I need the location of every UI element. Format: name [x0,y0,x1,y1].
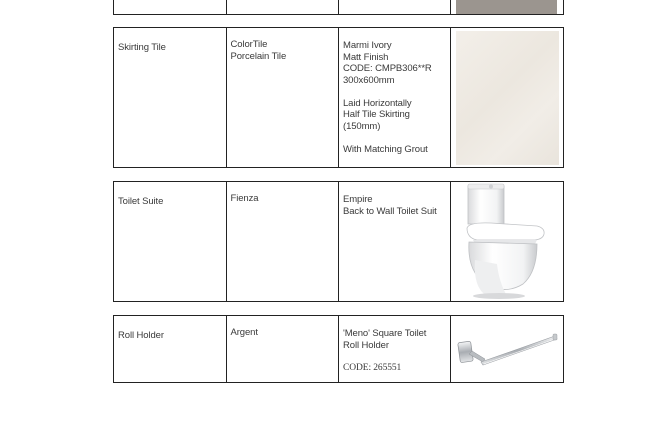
description-line: Half Tile Skirting [343,109,410,120]
item-name: Skirting Tile [118,42,166,53]
description-cell [339,182,451,301]
description-spacer [343,132,450,144]
ivory-tile-swatch [456,31,559,165]
supplier-name: Fienza [230,193,259,204]
supplier-detail: Porcelain Tile [230,50,287,62]
description-line: CODE: CMPB306**R [343,63,432,74]
supplier-name: Argent [230,327,258,338]
item-cell [114,316,227,382]
description-line: Laid Horizontally [343,97,412,109]
supplier-cell [227,316,340,382]
spec-row-skirting-tile [113,27,564,168]
description-line: Roll Holder [343,339,389,351]
item-cell [114,0,227,14]
supplier-name: ColorTile [230,39,268,50]
grey-tile-swatch [456,0,557,14]
supplier-cell [227,0,340,14]
spec-row-toilet-suite [113,181,564,302]
description-spacer [343,351,450,363]
description-line: (150mm) [343,120,381,132]
image-cell [451,182,563,301]
image-cell [451,0,563,14]
spec-row-top-partial [113,0,564,15]
description-line: CODE: 265551 [343,362,402,373]
image-cell [451,28,563,167]
item-cell [114,182,227,301]
item-cell [114,28,227,167]
supplier-cell [227,182,340,301]
spec-row-roll-holder [113,315,564,383]
description-line: Back to Wall Toilet Suit [343,205,437,217]
description-spacer [343,86,450,98]
description-cell [339,0,451,14]
description-line: Matt Finish [343,51,389,63]
supplier-cell [227,28,340,167]
item-name: Roll Holder [118,330,164,341]
description-line: Empire [343,194,373,205]
description-line: 'Meno' Square Toilet [343,328,427,339]
description-line: With Matching Grout [343,143,428,155]
item-name: Toilet Suite [118,196,164,207]
image-cell [451,316,563,382]
description-cell [339,28,451,167]
description-line: Marmi Ivory [343,40,392,51]
description-cell [339,316,451,382]
toilet-suite-photo [451,182,563,301]
description-line: 300x600mm [343,74,395,86]
roll-holder-photo [451,316,563,382]
